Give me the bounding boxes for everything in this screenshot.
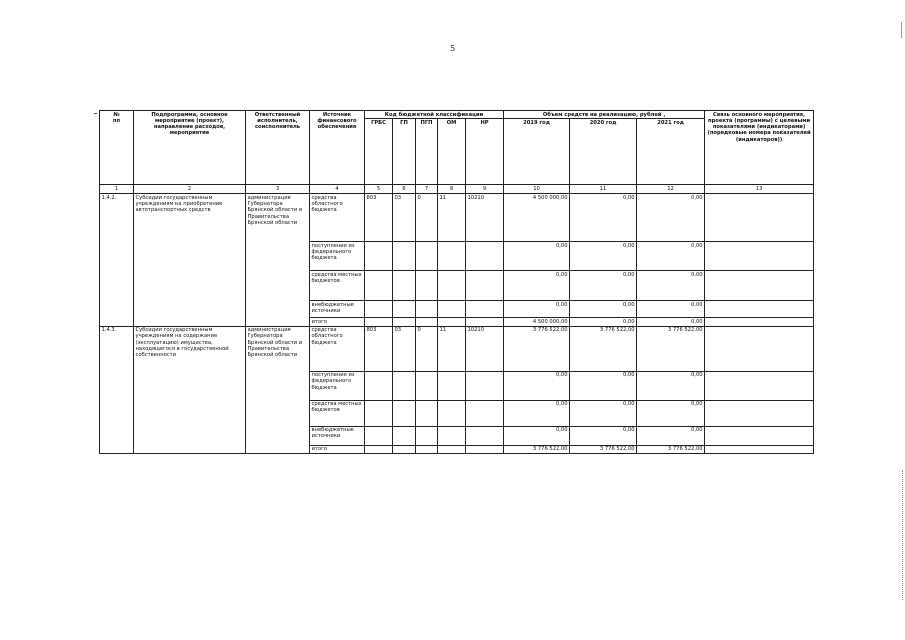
col-number: 12 xyxy=(637,185,705,194)
budget-table xyxy=(99,110,814,454)
funding-source: внебюджетные источники xyxy=(310,301,365,318)
header-year-2021: 2021 год xyxy=(637,119,705,185)
code-grbs xyxy=(365,371,393,400)
col-number: 9 xyxy=(466,185,504,194)
amount-2020: 0,00 xyxy=(570,271,637,301)
indicator-link xyxy=(705,194,814,242)
amount-2019: 3 776 522,00 xyxy=(504,326,570,371)
header-nr: НР xyxy=(466,119,504,185)
amount-2020: 3 776 522,00 xyxy=(570,445,637,453)
funding-source: средства местных бюджетов xyxy=(310,400,365,426)
code-gp: 03 xyxy=(393,326,416,371)
item-executor: администрация Губернатора Брянской области и Правительства Брянской области xyxy=(246,194,310,326)
header-pgp: ПГП xyxy=(416,119,438,185)
amount-2019: 4 500 000,00 xyxy=(504,194,570,242)
code-om xyxy=(438,426,466,445)
code-grbs: 803 xyxy=(365,194,393,242)
header-gp: ГП xyxy=(393,119,416,185)
header-row-1 xyxy=(100,111,814,119)
code-nr: 10210 xyxy=(466,326,504,371)
header-om: ОМ xyxy=(438,119,466,185)
code-gp: 03 xyxy=(393,194,416,242)
amount-2021: 3 776 522,00 xyxy=(637,445,705,453)
indicator-link xyxy=(705,242,814,271)
code-gp xyxy=(393,271,416,301)
code-om xyxy=(438,371,466,400)
indicator-link xyxy=(705,318,814,326)
amount-2021: 0,00 xyxy=(637,194,705,242)
amount-2020: 0,00 xyxy=(570,426,637,445)
code-pgp xyxy=(416,271,438,301)
amount-2020: 0,00 xyxy=(570,371,637,400)
code-nr xyxy=(466,271,504,301)
code-nr xyxy=(466,400,504,426)
code-om: 11 xyxy=(438,194,466,242)
indicator-link xyxy=(705,271,814,301)
table-row xyxy=(100,326,814,371)
amount-2020: 0,00 xyxy=(570,242,637,271)
code-om xyxy=(438,242,466,271)
funding-source: итого xyxy=(310,318,365,326)
header-executor: Ответственный исполнитель, соисполнитель xyxy=(246,111,310,185)
code-nr xyxy=(466,301,504,318)
amount-2019: 0,00 xyxy=(504,242,570,271)
code-nr xyxy=(466,445,504,453)
code-nr xyxy=(466,426,504,445)
funding-source: поступления из федерального бюджета xyxy=(310,371,365,400)
scan-edge-dots xyxy=(900,470,903,600)
indicator-link xyxy=(705,445,814,453)
code-nr: 10210 xyxy=(466,194,504,242)
code-pgp: 0 xyxy=(416,194,438,242)
col-number: 4 xyxy=(310,185,365,194)
header-num: № пп xyxy=(100,111,134,185)
funding-source: средства областного бюджета xyxy=(310,326,365,371)
amount-2020: 0,00 xyxy=(570,400,637,426)
item-executor: администрация Губернатора Брянской области и Правительства Брянской области xyxy=(246,326,310,453)
code-pgp xyxy=(416,400,438,426)
code-gp xyxy=(393,318,416,326)
amount-2021: 3 776 522,00 xyxy=(637,326,705,371)
amount-2020: 0,00 xyxy=(570,194,637,242)
col-number: 7 xyxy=(416,185,438,194)
table-row xyxy=(100,194,814,242)
item-number: 1.4.3. xyxy=(100,326,134,453)
header-year-2019: 2019 год xyxy=(504,119,570,185)
amount-2020: 0,00 xyxy=(570,318,637,326)
code-pgp xyxy=(416,318,438,326)
scan-stray-mark xyxy=(94,113,97,114)
col-number: 10 xyxy=(504,185,570,194)
col-number: 3 xyxy=(246,185,310,194)
code-pgp xyxy=(416,445,438,453)
amount-2020: 3 776 522,00 xyxy=(570,326,637,371)
amount-2021: 0,00 xyxy=(637,242,705,271)
amount-2019: 0,00 xyxy=(504,271,570,301)
funding-source: средства областного бюджета xyxy=(310,194,365,242)
code-grbs xyxy=(365,271,393,301)
amount-2021: 0,00 xyxy=(637,400,705,426)
code-gp xyxy=(393,242,416,271)
col-number: 8 xyxy=(438,185,466,194)
code-om xyxy=(438,400,466,426)
code-grbs xyxy=(365,318,393,326)
code-pgp xyxy=(416,371,438,400)
column-numbers-row xyxy=(100,185,814,194)
indicator-link xyxy=(705,301,814,318)
col-number: 1 xyxy=(100,185,134,194)
col-number: 5 xyxy=(365,185,393,194)
code-grbs xyxy=(365,426,393,445)
code-nr xyxy=(466,371,504,400)
code-gp xyxy=(393,371,416,400)
code-nr xyxy=(466,242,504,271)
col-number: 13 xyxy=(705,185,814,194)
funding-source: поступления из федерального бюджета xyxy=(310,242,365,271)
code-gp xyxy=(393,426,416,445)
code-pgp: 0 xyxy=(416,326,438,371)
code-pgp xyxy=(416,242,438,271)
amount-2021: 0,00 xyxy=(637,318,705,326)
code-pgp xyxy=(416,426,438,445)
amount-2019: 0,00 xyxy=(504,426,570,445)
funding-source: итого xyxy=(310,445,365,453)
funding-source: средства местных бюджетов xyxy=(310,271,365,301)
code-om: 11 xyxy=(438,326,466,371)
code-om xyxy=(438,271,466,301)
header-year-2020: 2020 год xyxy=(570,119,637,185)
item-number: 1.4.2. xyxy=(100,194,134,326)
code-grbs xyxy=(365,242,393,271)
header-grbs: ГРБС xyxy=(365,119,393,185)
indicator-link xyxy=(705,400,814,426)
col-number: 6 xyxy=(393,185,416,194)
amount-2019: 0,00 xyxy=(504,371,570,400)
header-funding: Объем средств на реализацию, рублей , xyxy=(504,111,705,119)
code-grbs xyxy=(365,445,393,453)
code-gp xyxy=(393,301,416,318)
col-number: 11 xyxy=(570,185,637,194)
code-grbs xyxy=(365,400,393,426)
header-source: Источник финансового обеспечения xyxy=(310,111,365,185)
code-nr xyxy=(466,318,504,326)
item-name: Субсидии государственным учреждениям на содержание (эксплуатацию) имущества, находящегося в государственной собственности xyxy=(134,326,246,453)
amount-2021: 0,00 xyxy=(637,371,705,400)
amount-2021: 0,00 xyxy=(637,426,705,445)
code-om xyxy=(438,301,466,318)
code-gp xyxy=(393,400,416,426)
code-pgp xyxy=(416,301,438,318)
col-number: 2 xyxy=(134,185,246,194)
item-name: Субсидии государственным учреждениям на приобретение автотранспортных средств xyxy=(134,194,246,326)
amount-2019: 0,00 xyxy=(504,400,570,426)
code-gp xyxy=(393,445,416,453)
amount-2021: 0,00 xyxy=(637,301,705,318)
header-budget-code: Код бюджетной классификации xyxy=(365,111,504,119)
page-number: 5 xyxy=(449,44,456,53)
amount-2019: 3 776 522,00 xyxy=(504,445,570,453)
code-grbs xyxy=(365,301,393,318)
code-om xyxy=(438,318,466,326)
funding-source: внебюджетные источники xyxy=(310,426,365,445)
indicator-link xyxy=(705,326,814,371)
amount-2019: 0,00 xyxy=(504,301,570,318)
header-program: Подпрограмма, основное мероприятие (проект), направление расходов, мероприятие xyxy=(134,111,246,185)
code-grbs: 803 xyxy=(365,326,393,371)
indicator-link xyxy=(705,426,814,445)
scan-edge-mark xyxy=(901,22,902,38)
amount-2019: 4 500 000,00 xyxy=(504,318,570,326)
header-link: Связь основного мероприятия, проекта (программы) с целевыми показателями (индикаторами) (порядковые номера показателей (индикаторов)) xyxy=(705,111,814,185)
code-om xyxy=(438,445,466,453)
amount-2020: 0,00 xyxy=(570,301,637,318)
amount-2021: 0,00 xyxy=(637,271,705,301)
indicator-link xyxy=(705,371,814,400)
